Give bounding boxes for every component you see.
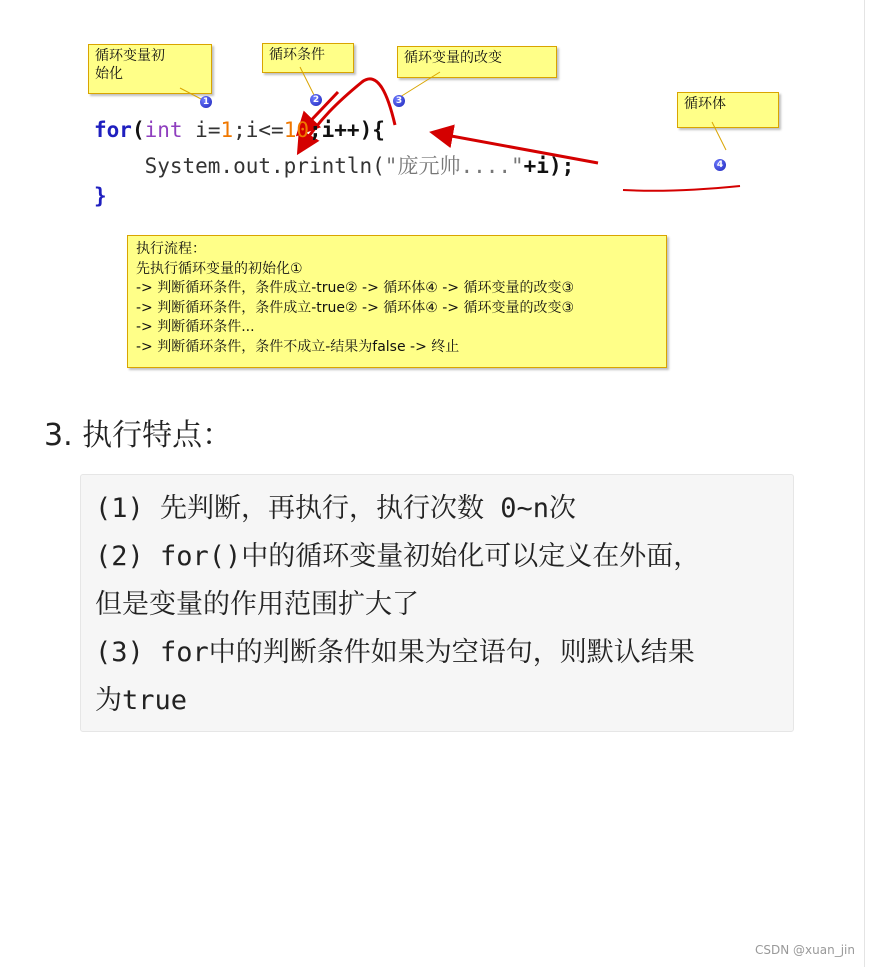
flow-line: -> 判断循环条件，条件不成立-结果为false -> 终止 (136, 338, 460, 355)
note-init-pointer (180, 88, 203, 100)
flow-line: 先执行循环变量的初始化① (136, 260, 303, 277)
for-loop-diagram (0, 0, 869, 380)
watermark: CSDN @xuan_jin (755, 943, 855, 957)
underline-body (623, 186, 740, 191)
feature-line: (3) for中的判断条件如果为空语句，则默认结果 (95, 637, 695, 668)
code-line-3: } (94, 184, 107, 208)
code-line-1: for(int i=1;i<=10;i++){ (94, 118, 385, 142)
note-body-pointer (712, 122, 726, 150)
execution-flow-note (127, 235, 667, 368)
note-condition-pointer (300, 67, 314, 95)
section-heading: 3. 执行特点： (44, 418, 233, 453)
flow-line: -> 判断循环条件，条件成立-true② -> 循环体④ -> 循环变量的改变③ (136, 280, 575, 296)
note-init: 循环变量初 始化 (88, 44, 212, 94)
flow-line: -> 判断循环条件，条件成立-true② -> 循环体④ -> 循环变量的改变③ (136, 299, 575, 316)
note-change-pointer (400, 72, 440, 97)
feature-line: 为true (95, 685, 188, 716)
marker-4-icon: 4 (714, 159, 726, 171)
features-code-block (80, 474, 794, 732)
note-condition: 循环条件 (262, 43, 354, 73)
marker-1-icon: 1 (200, 96, 212, 108)
marker-2-icon: 2 (310, 94, 322, 106)
marker-3-icon: 3 (393, 95, 405, 107)
feature-line: 但是变量的作用范围扩大了 (95, 589, 419, 620)
note-change: 循环变量的改变 (397, 46, 557, 78)
flow-title: 执行流程： (136, 241, 206, 257)
code-line-2: System.out.println("庞元帅...."+i); (94, 154, 575, 178)
feature-line: (2) for()中的循环变量初始化可以定义在外面， (95, 541, 701, 572)
note-body: 循环体 (677, 92, 779, 128)
flow-line: -> 判断循环条件... (136, 319, 255, 335)
feature-line: (1) 先判断，再执行，执行次数 0~n次 (95, 493, 577, 524)
